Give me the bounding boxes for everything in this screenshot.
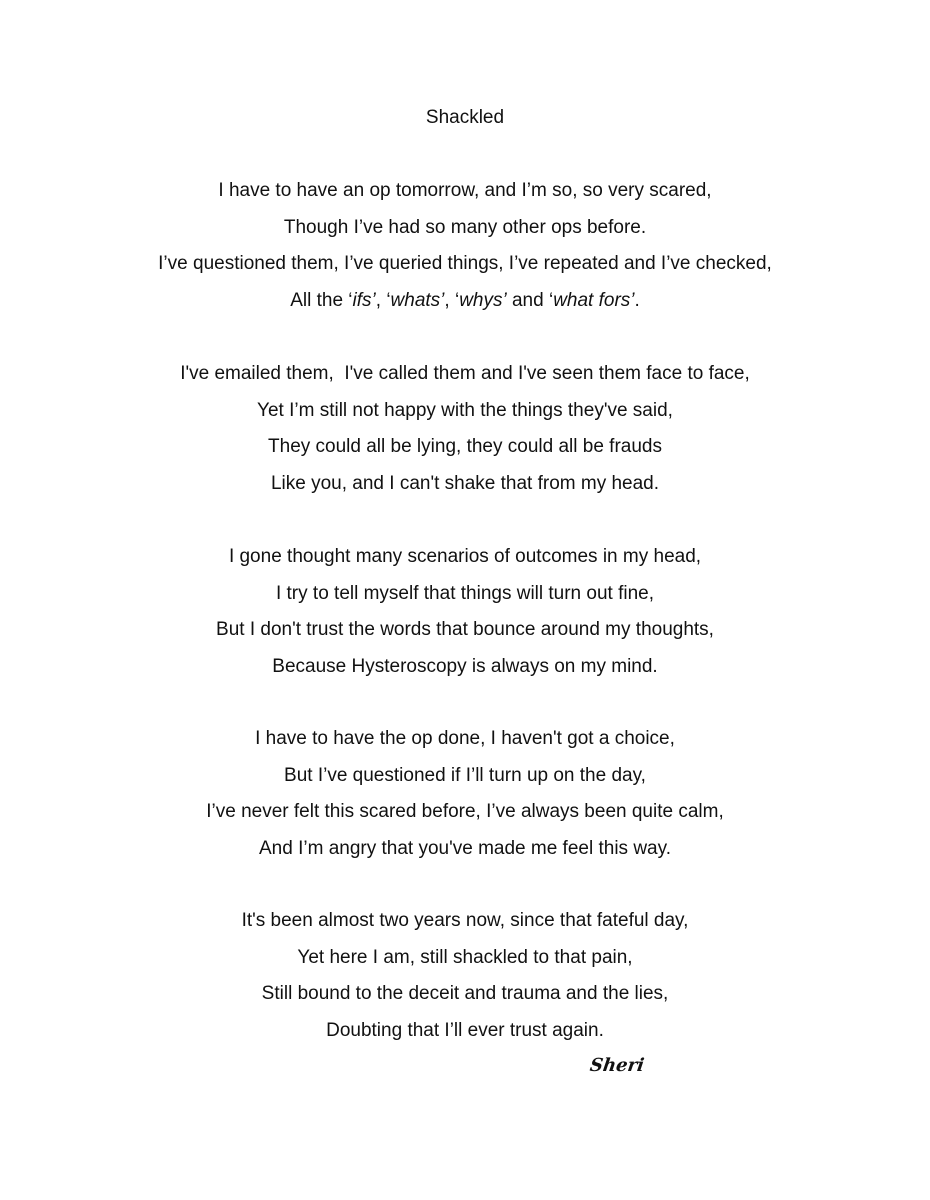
stanza-4-line-2: But I’ve questioned if I’ll turn up on the day, xyxy=(284,764,646,786)
word-ifs: ifs’ xyxy=(352,289,376,311)
stanza-2-line-3: They could all be lying, they could all be frauds xyxy=(268,436,662,458)
line-4-sep-1: , ‘ xyxy=(375,289,391,311)
stanza-5 xyxy=(0,903,930,1049)
stanza-5-line-3: Still bound to the deceit and trauma and the lies, xyxy=(261,983,669,1005)
line-4-prefix: All the ‘ xyxy=(290,289,353,311)
word-whats: whats’ xyxy=(390,289,445,311)
stanza-5-line-4: Doubting that I’ll ever trust again. xyxy=(326,1019,604,1041)
stanza-4-line-3: I’ve never felt this scared before, I’ve always been quite calm, xyxy=(206,801,724,823)
stanza-3 xyxy=(0,539,930,685)
word-what-fors: what fors’ xyxy=(553,289,635,311)
word-whys: whys’ xyxy=(459,289,507,311)
stanza-1 xyxy=(0,173,930,319)
stanza-2-line-1: I've emailed them, I've called them and I've seen them face to face, xyxy=(180,363,750,384)
stanza-1-line-4 xyxy=(0,283,930,320)
stanza-3-line-2: I try to tell myself that things will turn out fine, xyxy=(275,582,655,604)
stanza-3-line-3: But I don't trust the words that bounce around my thoughts, xyxy=(216,619,714,641)
stanza-5-line-2: Yet here I am, still shackled to that pain, xyxy=(297,946,633,968)
stanza-3-line-1: I gone thought many scenarios of outcomes in my head, xyxy=(228,546,702,567)
stanza-4-line-4: And I’m angry that you've made me feel this way. xyxy=(259,837,671,859)
stanza-1-line-1: I have to have an op tomorrow, and I’m so, so very scared, xyxy=(218,180,712,201)
author-signature: Sheri xyxy=(588,1055,646,1076)
line-4-sep-3: and ‘ xyxy=(506,289,554,311)
stanza-4 xyxy=(0,721,930,867)
stanza-3-line-4: Because Hysteroscopy is always on my mind. xyxy=(272,655,658,677)
stanza-1-line-2: Though I’ve had so many other ops before. xyxy=(283,216,647,238)
stanza-5-line-1: It's been almost two years now, since that fateful day, xyxy=(241,910,689,931)
stanza-4-line-1: I have to have the op done, I haven't got a choice, xyxy=(255,728,675,749)
poem-title: Shackled xyxy=(425,107,505,128)
stanza-2-line-2: Yet I’m still not happy with the things they've said, xyxy=(257,399,673,421)
stanza-2-line-4: Like you, and I can't shake that from my head. xyxy=(270,472,660,494)
stanza-1-line-3: I’ve questioned them, I’ve queried things, I’ve repeated and I’ve checked, xyxy=(158,253,772,275)
line-4-suffix: . xyxy=(634,289,640,311)
stanza-2 xyxy=(0,356,930,502)
line-4-sep-2: , ‘ xyxy=(444,289,460,311)
